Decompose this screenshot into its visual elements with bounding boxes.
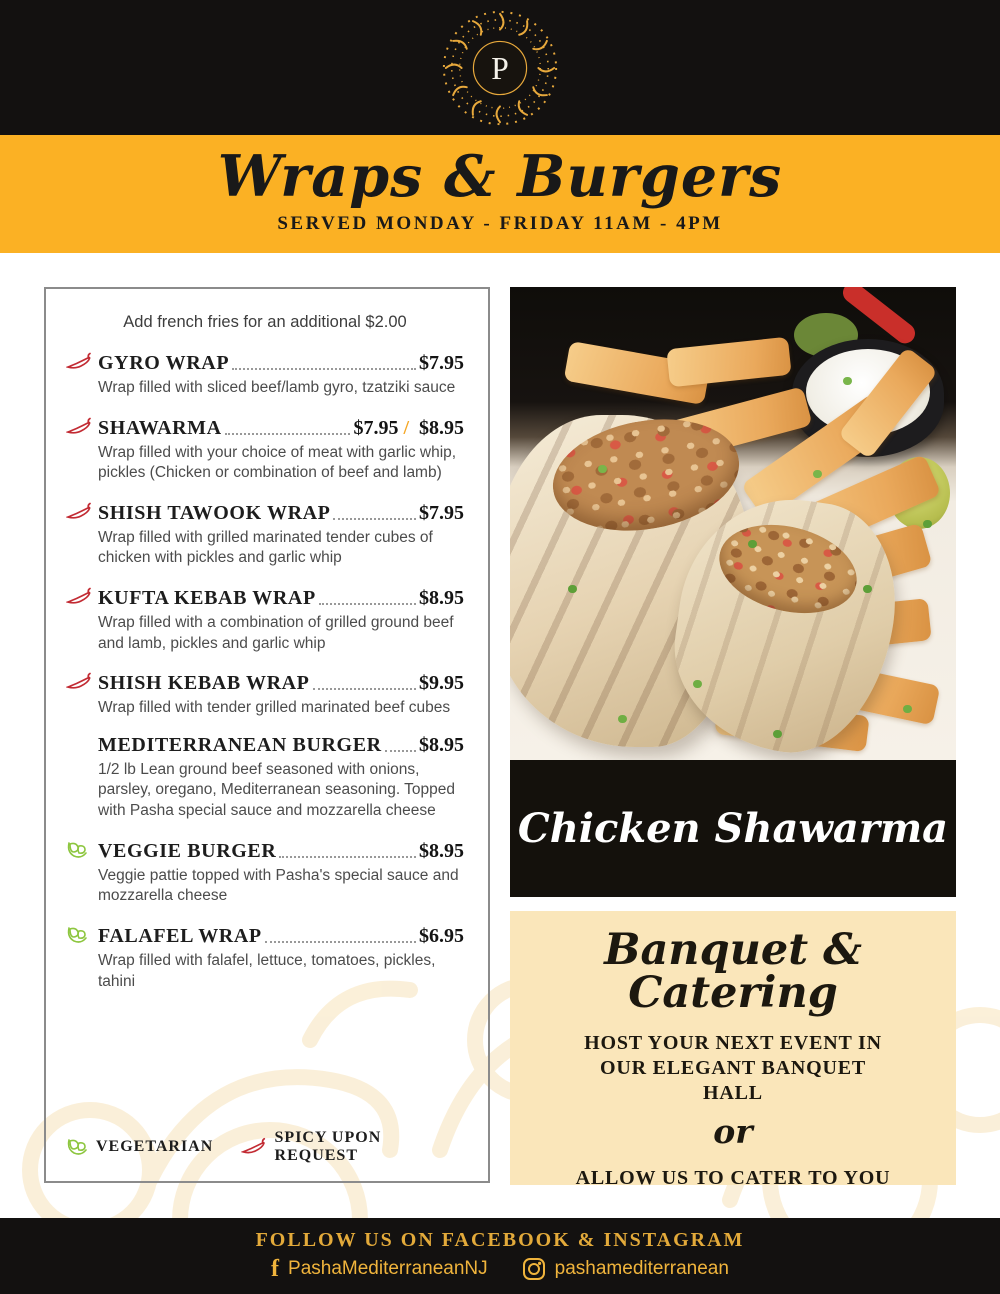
menu-item-description: 1/2 lb Lean ground beef seasoned with onions, parsley, oregano, Mediterranean seasoning. Topped with Pasha special sauce and mozzarella cheese	[98, 760, 456, 820]
dotted-leader	[319, 603, 416, 605]
instagram-handle[interactable]	[522, 1257, 729, 1281]
food-photo	[510, 287, 956, 760]
menu-note: Add french fries for an additional $2.00	[123, 313, 407, 331]
menu-item-price: $7.95	[419, 501, 464, 524]
banquet-line1: HOST YOUR NEXT EVENT IN OUR ELEGANT BANQUET HALL	[584, 1032, 882, 1104]
menu-panel	[44, 287, 490, 1183]
menu-item-row	[66, 734, 464, 757]
dotted-leader	[333, 518, 416, 520]
photo-fry	[666, 337, 791, 388]
menu-item-row	[66, 669, 464, 695]
menu-item-row	[66, 922, 464, 948]
banquet-line2: ALLOW US TO CATER TO YOU	[575, 1167, 891, 1189]
dotted-leader	[385, 750, 416, 752]
menu-item-name: SHAWARMA	[98, 416, 222, 439]
menu-item-icon	[66, 672, 98, 692]
menu-item	[66, 922, 464, 992]
spicy-chili-icon	[66, 672, 92, 692]
spicy-chili-icon	[66, 352, 92, 372]
vegetarian-leaf-icon	[66, 925, 88, 945]
menu-item-name: VEGGIE BURGER	[98, 839, 277, 862]
page-title: Wraps & Burgers	[217, 143, 783, 210]
menu-item-description: Wrap filled with a combination of grilled ground beef and lamb, pickles and garlic whip	[98, 614, 454, 652]
menu-item	[66, 499, 464, 569]
banquet-or: or	[713, 1112, 753, 1151]
menu-item-row	[66, 584, 464, 610]
menu-item-list	[66, 349, 464, 1007]
menu-item	[66, 669, 464, 719]
legend-spicy-label: SPICY UPON REQUEST	[274, 1129, 382, 1164]
menu-item-price: $8.95	[419, 839, 464, 862]
banquet-panel	[510, 911, 956, 1189]
spicy-chili-icon	[241, 1137, 266, 1157]
instagram-icon	[522, 1257, 546, 1281]
right-column	[510, 287, 956, 1189]
dotted-leader	[225, 433, 351, 435]
menu-item-row	[66, 837, 464, 863]
dotted-leader	[265, 941, 416, 943]
menu-item-row	[66, 349, 464, 375]
menu-item-description: Veggie pattie topped with Pasha's special sauce and mozzarella cheese	[98, 866, 459, 905]
dotted-leader	[313, 688, 416, 690]
dotted-leader	[279, 856, 416, 858]
spicy-chili-icon	[66, 587, 92, 607]
pasha-logo	[436, 4, 564, 132]
menu-item-row	[66, 499, 464, 525]
menu-item-description: Wrap filled with grilled marinated tender cubes of chicken with pickles and garlic whip	[98, 528, 433, 567]
social-row	[0, 1257, 1000, 1281]
title-band	[0, 135, 1000, 253]
menu-item-description: Wrap filled with tender grilled marinated beef cubes	[98, 699, 451, 717]
spicy-chili-icon	[66, 417, 92, 437]
menu-item-price: $7.95	[419, 352, 464, 374]
facebook-icon: f	[271, 1256, 280, 1282]
menu-item-name: SHISH KEBAB WRAP	[98, 672, 310, 695]
menu-item-description: Wrap filled with your choice of meat with garlic whip, pickles (Chicken or combination of beef and lamb)	[98, 443, 457, 482]
menu-item	[66, 414, 464, 484]
menu-item-name: SHISH TAWOOK WRAP	[98, 501, 331, 524]
vegetarian-leaf-icon	[66, 1137, 88, 1157]
menu-item-description: Wrap filled with falafel, lettuce, tomatoes, pickles, tahini	[98, 951, 436, 990]
menu-item-description: Wrap filled with sliced beef/lamb gyro, tzatziki sauce	[98, 379, 456, 396]
menu-item-icon	[66, 840, 98, 860]
menu-item-price: $7.95 / $8.95	[353, 416, 464, 439]
menu-item-price: $6.95	[419, 924, 464, 947]
menu-item-name: GYRO WRAP	[98, 352, 230, 374]
menu-item-icon	[66, 925, 98, 945]
vegetarian-leaf-icon	[66, 840, 88, 860]
photo-caption-band	[510, 760, 956, 897]
menu-item-name: FALAFEL WRAP	[98, 924, 262, 947]
top-header-band	[0, 0, 1000, 135]
menu-item-icon	[66, 502, 98, 522]
facebook-handle[interactable]	[271, 1257, 488, 1281]
logo-letter: P	[491, 50, 509, 86]
legend-spicy	[241, 1129, 464, 1165]
photo-parsley-flakes	[510, 287, 515, 291]
spicy-chili-icon	[66, 502, 92, 522]
menu-item-name: KUFTA KEBAB WRAP	[98, 587, 316, 610]
banquet-title: Banquet & Catering	[604, 925, 862, 1018]
menu-item-price: $9.95	[419, 672, 464, 695]
menu-item	[66, 584, 464, 654]
footer	[0, 1218, 1000, 1294]
menu-item-icon	[66, 587, 98, 607]
legend-vegetarian-label: VEGETARIAN	[96, 1138, 214, 1155]
menu-item-icon	[66, 352, 98, 372]
facebook-handle-label: PashaMediterraneanNJ	[288, 1258, 488, 1279]
menu-item-name: MEDITERRANEAN BURGER	[98, 733, 382, 756]
legend-vegetarian	[66, 1137, 213, 1157]
menu-item-price: $8.95	[419, 587, 464, 610]
menu-item	[66, 837, 464, 907]
photo-caption: Chicken Shawarma	[517, 805, 949, 852]
legend	[66, 1129, 464, 1165]
page-subtitle: SERVED MONDAY - FRIDAY 11AM - 4PM	[277, 213, 723, 234]
menu-item-price: $8.95	[419, 733, 464, 756]
menu-item	[66, 734, 464, 822]
menu-item-row	[66, 414, 464, 440]
menu-item	[66, 349, 464, 399]
footer-heading: FOLLOW US ON FACEBOOK & INSTAGRAM	[255, 1229, 745, 1251]
menu-item-icon	[66, 417, 98, 437]
dotted-leader	[232, 368, 416, 370]
instagram-handle-label: pashamediterranean	[554, 1258, 729, 1279]
